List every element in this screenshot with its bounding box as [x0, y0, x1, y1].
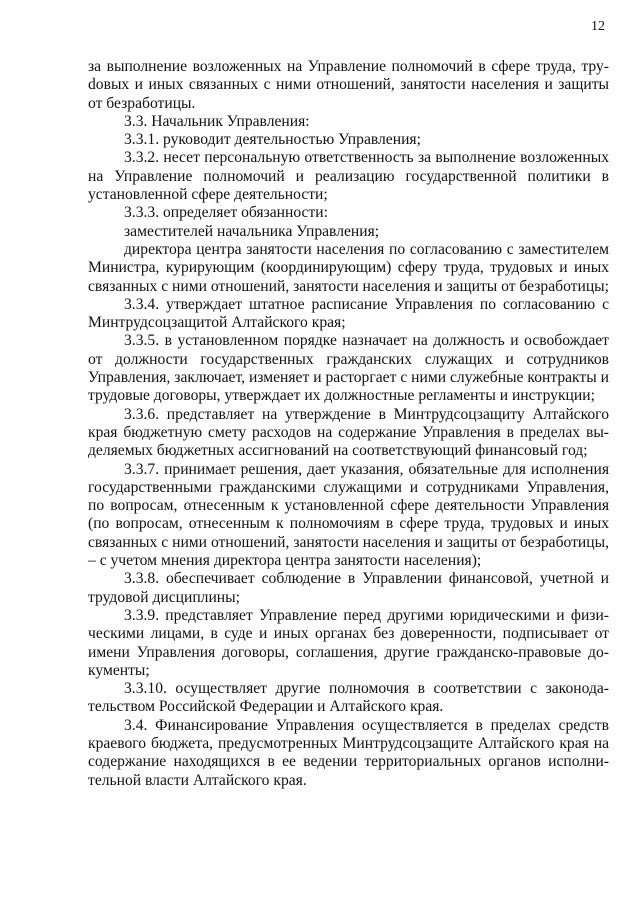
paragraph-3-3-6: 3.3.6. представляет на утверждение в Минтрудсоцзащиту Алтайского края бюджетную смету расходов на содержание Управления в пределах выделяемых бюджетных ассигнований на соответствующий финансовый год;	[88, 405, 609, 460]
paragraph-3-3-1: 3.3.1. руководит деятельностью Управления;	[124, 131, 421, 149]
paragraph-3-3-4: 3.3.4. утверждает штатное расписание Управления по согласованию с Минтрудсоцзащитой Алтайского края;	[88, 295, 609, 332]
paragraph-employment-director: директора центра занятости населения по согласованию с заместителем Министра, курирующим (координирующим) сферу труда, трудовых и иных связанных с ними отношений, занятости населения и защиты от безработицы;	[88, 240, 609, 295]
paragraph-deputies: заместителей начальника Управления;	[124, 222, 380, 240]
paragraph-3-4: 3.4. Финансирование Управления осуществляется в пределах средств краевого бюджета, предусмотренных Минтрудсоцзащите Алтайского края на содержание находящихся в ее ведении территориальных органов исполнительной власти Алтайского края.	[88, 716, 609, 789]
paragraph-3-3-heading: 3.3. Начальник Управления:	[124, 112, 310, 130]
paragraph-3-3-9: 3.3.9. представляет Управление перед другими юридическими и физическими лицами, в суде и иных органах без доверенности, подписывает от имени Управления договоры, соглашения, другие гражданско-правовые документы;	[88, 606, 609, 679]
document-body	[88, 58, 609, 790]
paragraph-3-3-5: 3.3.5. в установленном порядке назначает на должность и освобождает от должности государственных гражданских служащих и сотрудников Управления, заключает, изменяет и расторгает с ними служебные контракты и трудовые договоры, утверждает их должностные регламенты и инструкции;	[88, 332, 609, 405]
paragraph-continuation: за выполнение возложенных на Управление полномочий в сфере труда, труdовых и иных связанных с ними отношений, занятости населения и защиты от безработицы.	[88, 58, 609, 112]
paragraph-3-3-10: 3.3.10. осуществляет другие полномочия в соответствии с законодательством Российской Федерации и Алтайского края.	[88, 680, 609, 716]
paragraph-3-3-7: 3.3.7. принимает решения, дает указания, обязательные для исполнения государственными гражданскими служащими и сотрудниками Управления, по вопросам, отнесенным к установленной сфере деятельности Управления (по вопросам, отнесенным к полномочиям в сфере труда, трудовых и иных связанных с ними отношений, занятости населения и защиты от безработицы, – с учетом мнения директора центра занятости населения);	[88, 460, 609, 570]
paragraph-3-3-3: 3.3.3. определяет обязанности:	[124, 204, 328, 222]
paragraph-3-3-8: 3.3.8. обеспечивает соблюдение в Управлении финансовой, учетной и трудовой дисциплины;	[88, 570, 609, 606]
page-number: 12	[591, 19, 605, 34]
paragraph-3-3-2: 3.3.2. несет персональную ответственность за выполнение возложенных на Управление полномочий и реализацию государственной политики в установленной сфере деятельности;	[88, 149, 609, 204]
